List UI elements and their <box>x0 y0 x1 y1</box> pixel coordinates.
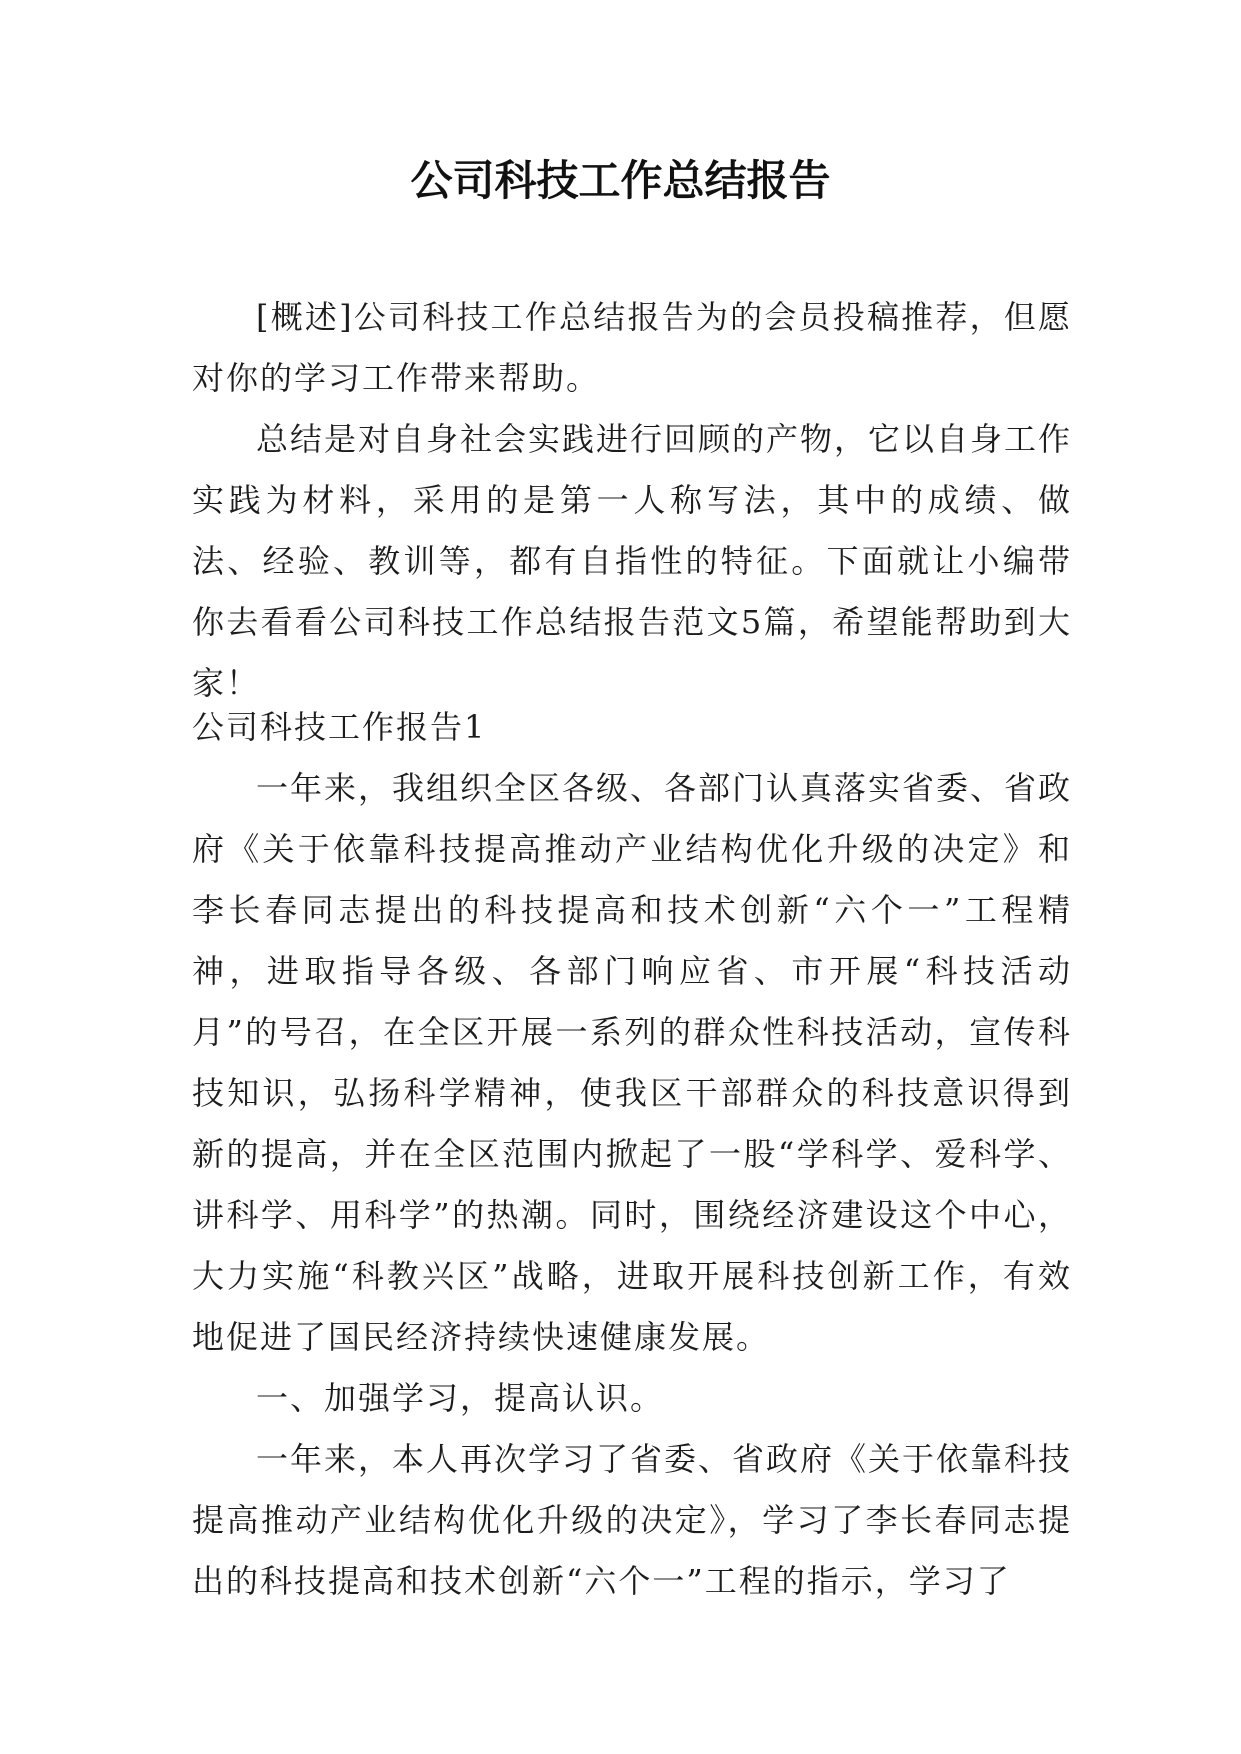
report-section <box>192 697 1072 1612</box>
body-paragraph: 一年来，我组织全区各级、各部门认真落实省委、省政府《关于依靠科技提高推动产业结构优化升级的决定》和李长春同志提出的科技提高和技术创新“六个一”工程精神，进取指导各级、各部门响应省、市开展“科技活动月”的号召，在全区开展一系列的群众性科技活动，宣传科技知识，弘扬科学精神，使我区干部群众的科技意识得到新的提高，并在全区范围内掀起了一股“学科学、爱科学、讲科学、用科学”的热潮。同时，围绕经济建设这个中心，大力实施“科教兴区”战略，进取开展科技创新工作，有效地促进了国民经济持续快速健康发展。 <box>192 769 1073 1356</box>
document-title: 公司科技工作总结报告 <box>410 156 831 205</box>
subheading: 一、加强学习，提高认识。 <box>256 1379 665 1417</box>
intro-section <box>192 287 1072 714</box>
section-heading: 公司科技工作报告1 <box>192 708 487 746</box>
intro-paragraph: [概述]公司科技工作总结报告为的会员投稿推荐，但愿对你的学习工作带来帮助。 <box>192 298 1072 397</box>
body-paragraph: 一年来，本人再次学习了省委、省政府《关于依靠科技提高推动产业结构优化升级的决定》，学习了李长春同志提出的科技提高和技术创新“六个一”工程的指示，学习了 <box>192 1440 1073 1600</box>
summary-paragraph: 总结是对自身社会实践进行回顾的产物，它以自身工作实践为材料，采用的是第一人称写法，其中的成绩、做法、经验、教训等，都有自指性的特征。下面就让小编带你去看看公司科技工作总结报告范文5篇，希望能帮助到大家！ <box>192 420 1073 702</box>
